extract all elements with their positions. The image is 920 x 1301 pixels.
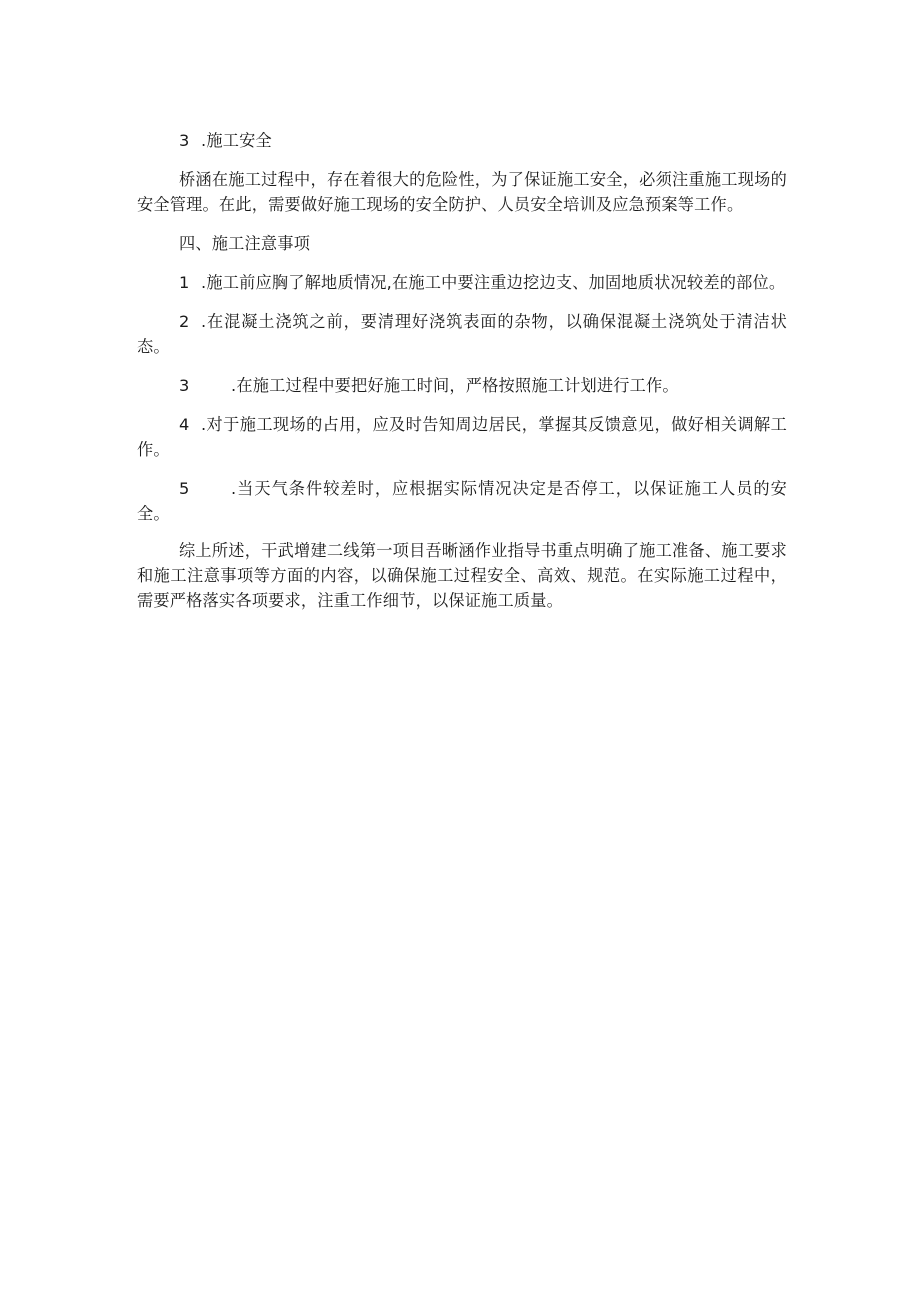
list-item-4 [137, 412, 787, 462]
list-item-1 [137, 270, 787, 295]
paragraph-text: 桥涵在施工过程中，存在着很大的危险性，为了保证施工安全，必须注重施工现场的安全管理。在此，需要做好施工现场的安全防护、人员安全培训及应急预案等工作。 [137, 170, 787, 214]
section-heading-construction-safety [137, 128, 787, 153]
paragraph-text: .在施工过程中要把好施工时间，严格按照施工计划进行工作。 [231, 376, 679, 395]
list-item-2 [137, 309, 787, 359]
list-item-3 [137, 373, 787, 398]
list-number: 5 [179, 479, 190, 498]
paragraph-safety-management [137, 167, 787, 217]
list-number: 2 [179, 312, 190, 331]
document-body [137, 128, 787, 627]
paragraph-text: .在混凝土浇筑之前，要清理好浇筑表面的杂物，以确保混凝土浇筑处于清洁状态。 [137, 312, 787, 356]
list-number: 3 [179, 131, 190, 150]
paragraph-text: .施工安全 [201, 131, 272, 150]
paragraph-text: .当天气条件较差时，应根据实际情况决定是否停工，以保证施工人员的安全。 [137, 479, 787, 523]
list-number: 4 [179, 415, 190, 434]
paragraph-summary [137, 538, 787, 613]
list-number: 3 [179, 376, 190, 395]
section-heading-precautions [137, 231, 787, 256]
list-number: 1 [179, 273, 190, 292]
paragraph-text: .施工前应胸了解地质情况,在施工中要注重边挖边支、加固地质状况较差的部位。 [201, 273, 786, 292]
paragraph-text: 综上所述，干武增建二线第一项目吾晰涵作业指导书重点明确了施工准备、施工要求和施工注意事项等方面的内容，以确保施工过程安全、高效、规范。在实际施工过程中，需要严格落实各项要求，注重工作细节，以保证施工质量。 [137, 541, 787, 610]
paragraph-text: .对于施工现场的占用，应及时告知周边居民，掌握其反馈意见，做好相关调解工作。 [137, 415, 787, 459]
paragraph-text: 四、施工注意事项 [179, 234, 311, 253]
list-item-5 [137, 476, 787, 526]
